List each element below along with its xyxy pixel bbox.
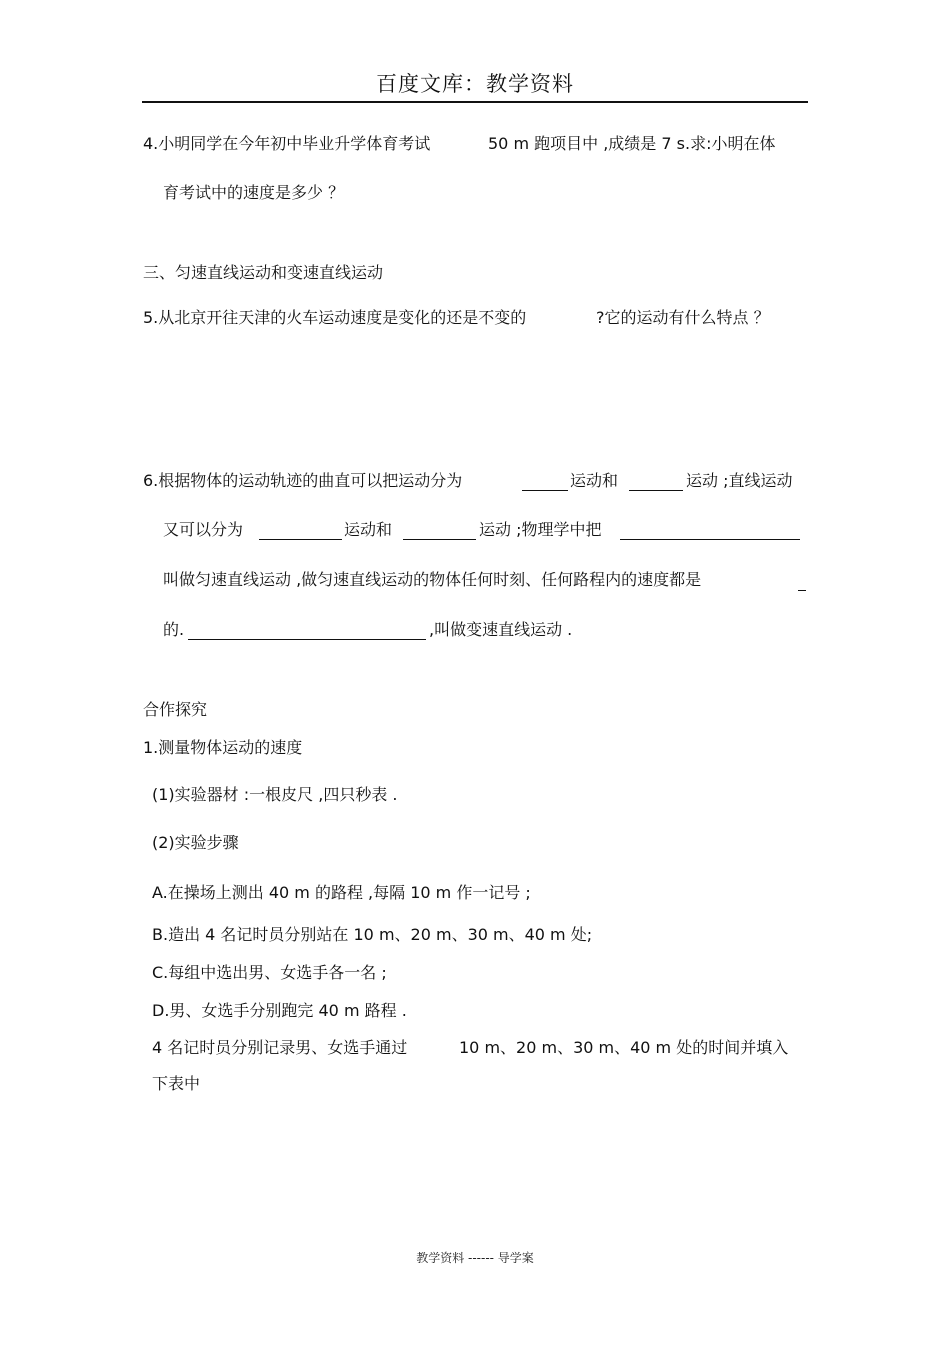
q6-line3-text: 叫做匀速直线运动 ,做匀速直线运动的物体任何时刻、任何路程内的速度都是: [163, 570, 702, 589]
coop-step-d: D.男、女选手分别跑完 40 m 路程 .: [152, 1001, 407, 1020]
q5-text-a: 5.从北京开往天津的火车运动速度是变化的还是不变的: [143, 308, 527, 327]
q6-blank-4[interactable]: [403, 539, 476, 540]
q6-line1-text-c: 运动 ;直线运动: [686, 471, 793, 490]
section3-heading: 三、匀速直线运动和变速直线运动: [143, 263, 384, 282]
q6-blank-3[interactable]: [259, 539, 342, 540]
q6-blank-7[interactable]: [188, 639, 426, 640]
coop-step-b: B.造出 4 名记时员分别站在 10 m、20 m、30 m、40 m 处;: [152, 925, 593, 944]
q4-line1-text-b: 50 m 跑项目中 ,成绩是 7 s.求:小明在体: [488, 134, 776, 153]
coop-step-c: C.每组中选出男、女选手各一名 ;: [152, 963, 387, 982]
coop-step-a: A.在操场上测出 40 m 的路程 ,每隔 10 m 作一记号 ;: [152, 883, 531, 902]
q6-blank-1[interactable]: [522, 490, 568, 491]
coop-record-text-c: 下表中: [152, 1074, 201, 1093]
q6-line1-text-a: 6.根据物体的运动轨迹的曲直可以把运动分为: [143, 471, 463, 490]
q6-blank-5[interactable]: [620, 539, 800, 540]
coop-record-text-a: 4 名记时员分别记录男、女选手通过: [152, 1038, 408, 1057]
q4-line1-text-a: 4.小明同学在今年初中毕业升学体育考试: [143, 134, 431, 153]
page-header-title: 百度文库：教学资料: [376, 72, 574, 96]
q6-line2-text-b: 运动和: [344, 520, 393, 539]
header-divider: [142, 101, 808, 103]
coop-heading: 合作探究: [143, 700, 208, 719]
coop-record-text-b: 10 m、20 m、30 m、40 m 处的时间并填入: [459, 1038, 789, 1057]
q6-line4-text-b: ,叫做变速直线运动 .: [429, 620, 573, 639]
q6-line2-text-a: 又可以分为: [163, 520, 244, 539]
page-footer: 教学资料 ------ 导学案: [416, 1251, 534, 1265]
q6-blank-2[interactable]: [629, 490, 683, 491]
coop-equipment: (1)实验器材 :一根皮尺 ,四只秒表 .: [152, 785, 398, 804]
coop-steps-heading: (2)实验步骤: [152, 833, 239, 852]
q6-blank-6[interactable]: [798, 590, 806, 591]
q4-line2-text: 育考试中的速度是多少 ？: [163, 183, 345, 202]
q6-line1-text-b: 运动和: [570, 471, 619, 490]
q6-line2-text-c: 运动 ;物理学中把: [479, 520, 602, 539]
q5-text-b: ?它的运动有什么特点 ？: [596, 308, 770, 327]
q6-line4-text-a: 的.: [163, 620, 185, 639]
coop-item1: 1.测量物体运动的速度: [143, 738, 303, 757]
